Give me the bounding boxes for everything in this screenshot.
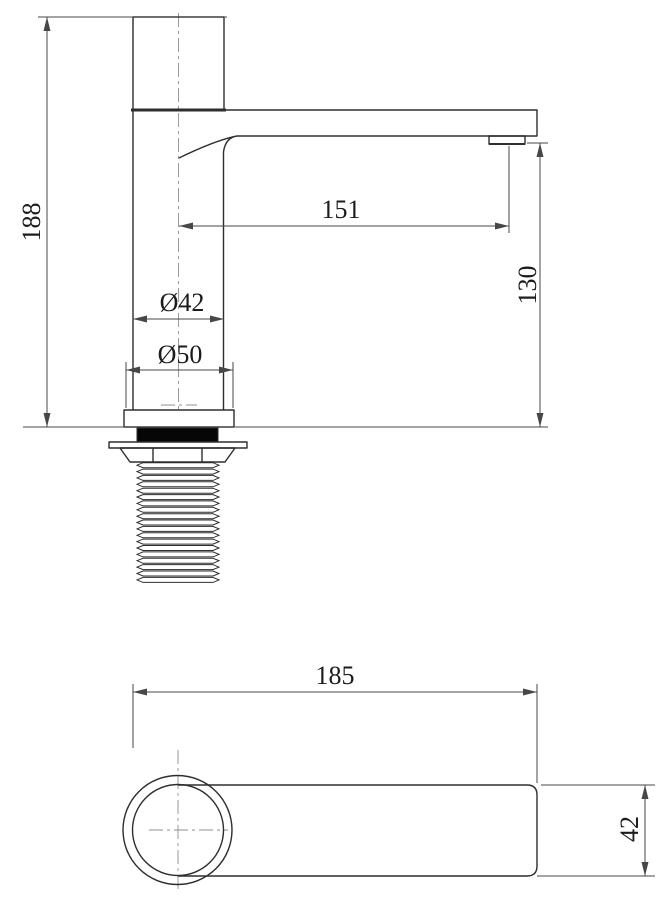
dim-overall-length-arrow-right — [523, 689, 537, 696]
dim-base-diameter-label: Ø50 — [157, 340, 203, 369]
thread-ring — [137, 463, 219, 468]
dim-spout-width-arrow-top — [642, 785, 649, 799]
spout-underside-curve — [179, 137, 234, 158]
dim-overall-height-arrow-bottom — [44, 413, 51, 427]
top-plan-view — [123, 661, 655, 893]
thread-ring — [137, 469, 219, 474]
base-flange-outline — [124, 410, 234, 427]
thread-ring — [137, 546, 219, 551]
thread-ring — [137, 571, 219, 576]
thread-ring — [137, 488, 219, 493]
thread-ring — [137, 558, 219, 563]
dim-spout-width-arrow-bottom — [642, 862, 649, 876]
rubber-gasket — [137, 428, 218, 442]
aerator-outline — [489, 136, 525, 144]
dim-body-diameter-arrow-left — [133, 316, 147, 323]
thread-ring — [137, 552, 219, 557]
thread-ring — [137, 495, 219, 500]
spout-outline — [224, 110, 538, 410]
dim-spout-reach — [179, 146, 509, 233]
dim-spout-width — [537, 785, 655, 876]
thread-ring — [137, 533, 219, 538]
thread-ring — [137, 577, 219, 582]
thread-ring — [137, 526, 219, 531]
dim-overall-height-arrow-top — [44, 17, 51, 31]
thread-ring — [137, 507, 219, 512]
dim-body-diameter-arrow-right — [210, 316, 224, 323]
thread-ring — [137, 475, 219, 480]
thread-ring — [137, 539, 219, 544]
thread-ring — [137, 520, 219, 525]
dim-spout-outlet-height-label: 130 — [513, 265, 542, 305]
thread-ring — [137, 501, 219, 506]
dim-overall-length-label: 185 — [315, 661, 355, 690]
dim-spout-reach-arrow-left — [179, 223, 193, 230]
dim-spout-outlet-height-arrow-bottom — [537, 413, 544, 427]
mounting-nut-outline — [120, 448, 235, 462]
thread-ring — [137, 565, 219, 570]
thread-ring — [137, 482, 219, 487]
threaded-shank — [137, 463, 219, 583]
dim-overall-length-arrow-left — [133, 689, 147, 696]
dim-spout-reach-arrow-right — [495, 223, 509, 230]
dim-body-diameter-label: Ø42 — [159, 288, 205, 317]
dim-spout-reach-label: 151 — [321, 195, 361, 224]
dim-base-diameter — [126, 340, 233, 408]
dim-overall-height-label: 188 — [17, 202, 46, 242]
dim-spout-outlet-height — [513, 143, 548, 427]
dim-spout-outlet-height-arrow-top — [537, 143, 544, 157]
front-elevation-view — [17, 13, 548, 582]
thread-ring — [137, 514, 219, 519]
dim-spout-width-label: 42 — [615, 816, 644, 842]
washer-plate — [109, 442, 247, 448]
dim-overall-length — [133, 661, 537, 783]
dim-base-diameter-arrow-right — [219, 367, 233, 374]
